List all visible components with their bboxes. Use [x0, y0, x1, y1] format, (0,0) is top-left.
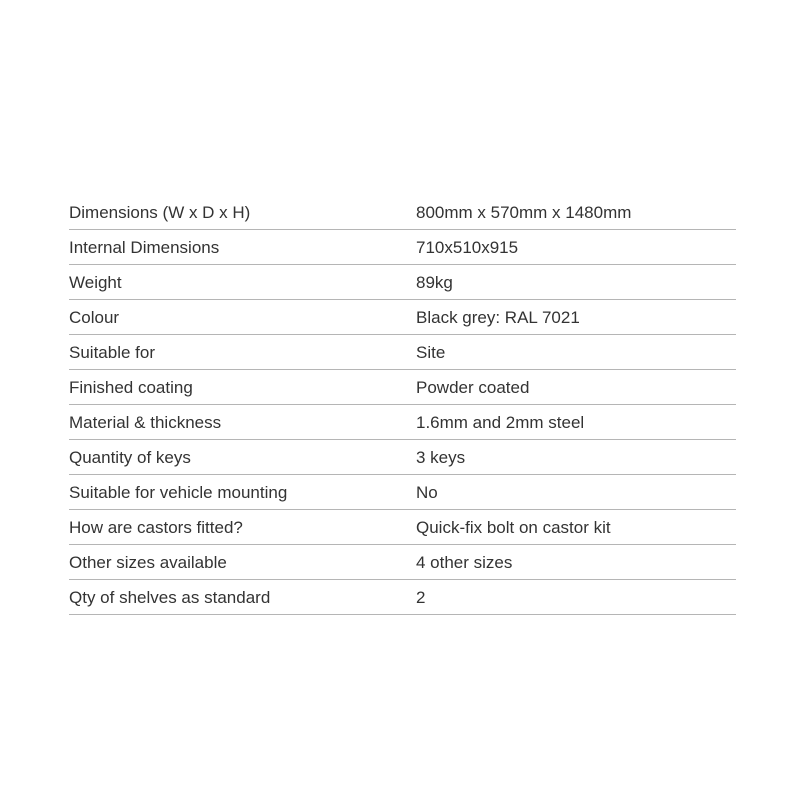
spec-label: Colour — [69, 307, 120, 327]
spec-label: Material & thickness — [69, 412, 222, 432]
spec-value: 800mm x 570mm x 1480mm — [416, 202, 632, 222]
spec-value: 2 — [416, 587, 426, 607]
spec-label: Other sizes available — [69, 552, 227, 572]
spec-row-colour — [69, 300, 736, 335]
spec-row-internal-dimensions — [69, 230, 736, 265]
spec-row-dimensions — [69, 195, 736, 230]
spec-row-finished-coating — [69, 370, 736, 405]
spec-row-castors — [69, 510, 736, 545]
spec-label: Finished coating — [69, 377, 193, 397]
spec-row-shelves — [69, 580, 736, 615]
spec-row-weight — [69, 265, 736, 300]
spec-value: Site — [416, 342, 446, 362]
spec-value: 3 keys — [416, 447, 466, 467]
spec-row-vehicle-mounting — [69, 475, 736, 510]
spec-label: Qty of shelves as standard — [69, 587, 271, 607]
spec-row-suitable-for — [69, 335, 736, 370]
spec-row-other-sizes — [69, 545, 736, 580]
spec-value: 710x510x915 — [416, 237, 519, 257]
spec-label: Internal Dimensions — [69, 237, 220, 257]
spec-value: Quick-fix bolt on castor kit — [416, 517, 611, 537]
spec-table — [69, 195, 736, 615]
spec-value: 4 other sizes — [416, 552, 513, 572]
spec-row-material-thickness — [69, 405, 736, 440]
spec-value: No — [416, 482, 438, 502]
spec-value: Black grey: RAL 7021 — [416, 307, 580, 327]
spec-value: Powder coated — [416, 377, 530, 397]
spec-label: Suitable for vehicle mounting — [69, 482, 288, 502]
spec-label: Suitable for — [69, 342, 155, 362]
spec-value: 1.6mm and 2mm steel — [416, 412, 585, 432]
spec-label: Weight — [69, 272, 122, 292]
spec-value: 89kg — [416, 272, 453, 292]
spec-label: How are castors fitted? — [69, 517, 243, 537]
spec-label: Dimensions (W x D x H) — [69, 202, 251, 222]
spec-label: Quantity of keys — [69, 447, 191, 467]
spec-row-quantity-of-keys — [69, 440, 736, 475]
